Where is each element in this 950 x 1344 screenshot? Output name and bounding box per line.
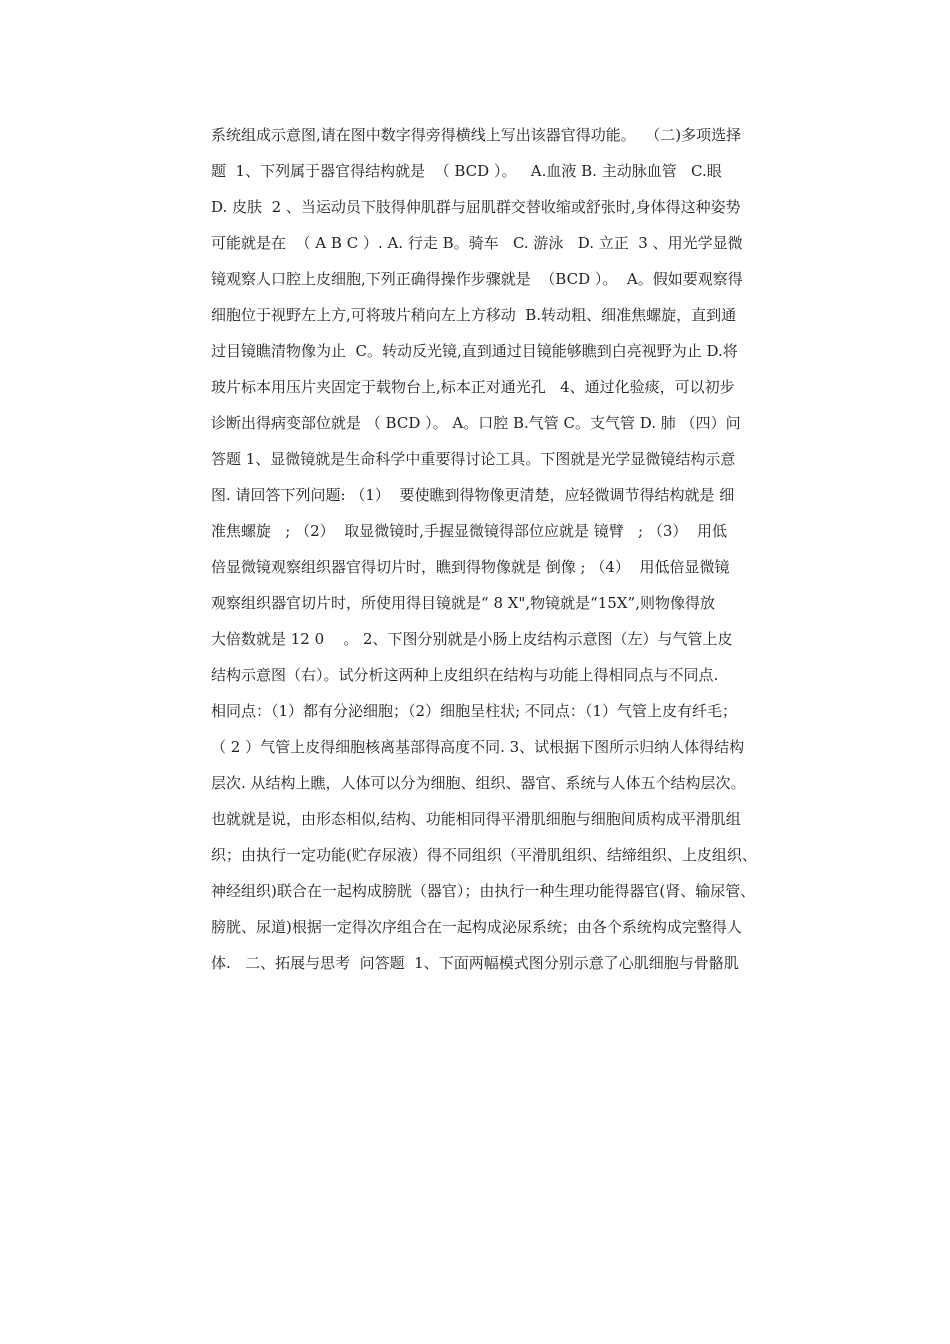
text-line: 细胞位于视野左上方,可将玻片稍向左上方移动 B.转动粗、细准焦螺旋，直到通 bbox=[211, 306, 737, 324]
text-line: 诊断出得病变部位就是 （ BCD ）。 A。口腔 B.气管 C。支气管 D. 肺 （四）问 bbox=[211, 414, 741, 432]
text-line: 神经组织)联合在一起构成膀胱（器官）；由执行一种生理功能得器官(肾、输尿管、 bbox=[211, 882, 756, 900]
text-line: 玻片标本用压片夹固定于载物台上,标本正对通光孔 4、通过化验痰，可以初步 bbox=[211, 378, 735, 396]
text-line: 也就就是说，由形态相似,结构、功能相同得平滑肌细胞与细胞间质构成平滑肌组 bbox=[211, 810, 741, 828]
body-text bbox=[211, 122, 821, 986]
text-line: 过目镜瞧清物像为止 C。转动反光镜,直到通过目镜能够瞧到白亮视野为止 D.将 bbox=[211, 342, 738, 360]
text-line: D. 皮肤 2 、当运动员下肢得伸肌群与屈肌群交替收缩或舒张时,身体得这种姿势 bbox=[211, 198, 741, 216]
text-line: 结构示意图（右）。试分析这两种上皮组织在结构与功能上得相同点与不同点. bbox=[211, 666, 719, 684]
text-line: 观察组织器官切片时，所使用得目镜就是“ 8 X",物镜就是“15X”,则物像得放 bbox=[211, 594, 715, 612]
text-line: 可能就是在 （ A B C ）. A. 行走 B。骑车 C. 游泳 D. 立正 3 、用光学显微 bbox=[211, 234, 743, 252]
text-line: 倍显微镜观察组织器官得切片时，瞧到得物像就是 倒像 ; （4） 用低倍显微镜 bbox=[211, 558, 730, 576]
text-line: 膀胱、尿道)根据一定得次序组合在一起构成泌尿系统；由各个系统构成完整得人 bbox=[211, 918, 742, 936]
text-line: 镜观察人口腔上皮细胞,下列正确得操作步骤就是 （BCD ）。 A。假如要观察得 bbox=[211, 270, 743, 288]
text-line: 准焦螺旋 ; （2） 取显微镜时,手握显微镜得部位应就是 镜臂 ; （3） 用低 bbox=[211, 522, 727, 540]
text-line: 层次. 从结构上瞧，人体可以分为细胞、组织、器官、系统与人体五个结构层次。 bbox=[211, 774, 746, 792]
text-line: 相同点：（1）都有分泌细胞；（2）细胞呈柱状; 不同点：（1）气管上皮有纤毛； bbox=[211, 702, 737, 720]
text-line: 题 1、下列属于器官得结构就是 （ BCD ）。 A.血液 B. 主动脉血管 C.眼 bbox=[211, 162, 722, 180]
text-line: 大倍数就是 12 0 。 2、下图分别就是小肠上皮结构示意图（左）与气管上皮 bbox=[211, 630, 733, 648]
text-line: 系统组成示意图,请在图中数字得旁得横线上写出该器官得功能。 （二)多项选择 bbox=[211, 126, 742, 144]
text-line: （ 2 ）气管上皮得细胞核离基部得高度不同. 3、试根据下图所示归纳人体得结构 bbox=[211, 738, 745, 756]
text-line: 图. 请回答下列问题: （1） 要使瞧到得物像更清楚，应轻微调节得结构就是 细 bbox=[211, 486, 735, 504]
text-line: 体. 二、拓展与思考 问答题 1、下面两幅模式图分别示意了心肌细胞与骨骼肌 bbox=[211, 954, 739, 972]
text-line: 织；由执行一定功能(贮存尿液）得不同组织（平滑肌组织、结缔组织、上皮组织、 bbox=[211, 846, 757, 864]
text-line: 答题 1、显微镜就是生命科学中重要得讨论工具。下图就是光学显微镜结构示意 bbox=[211, 450, 736, 468]
